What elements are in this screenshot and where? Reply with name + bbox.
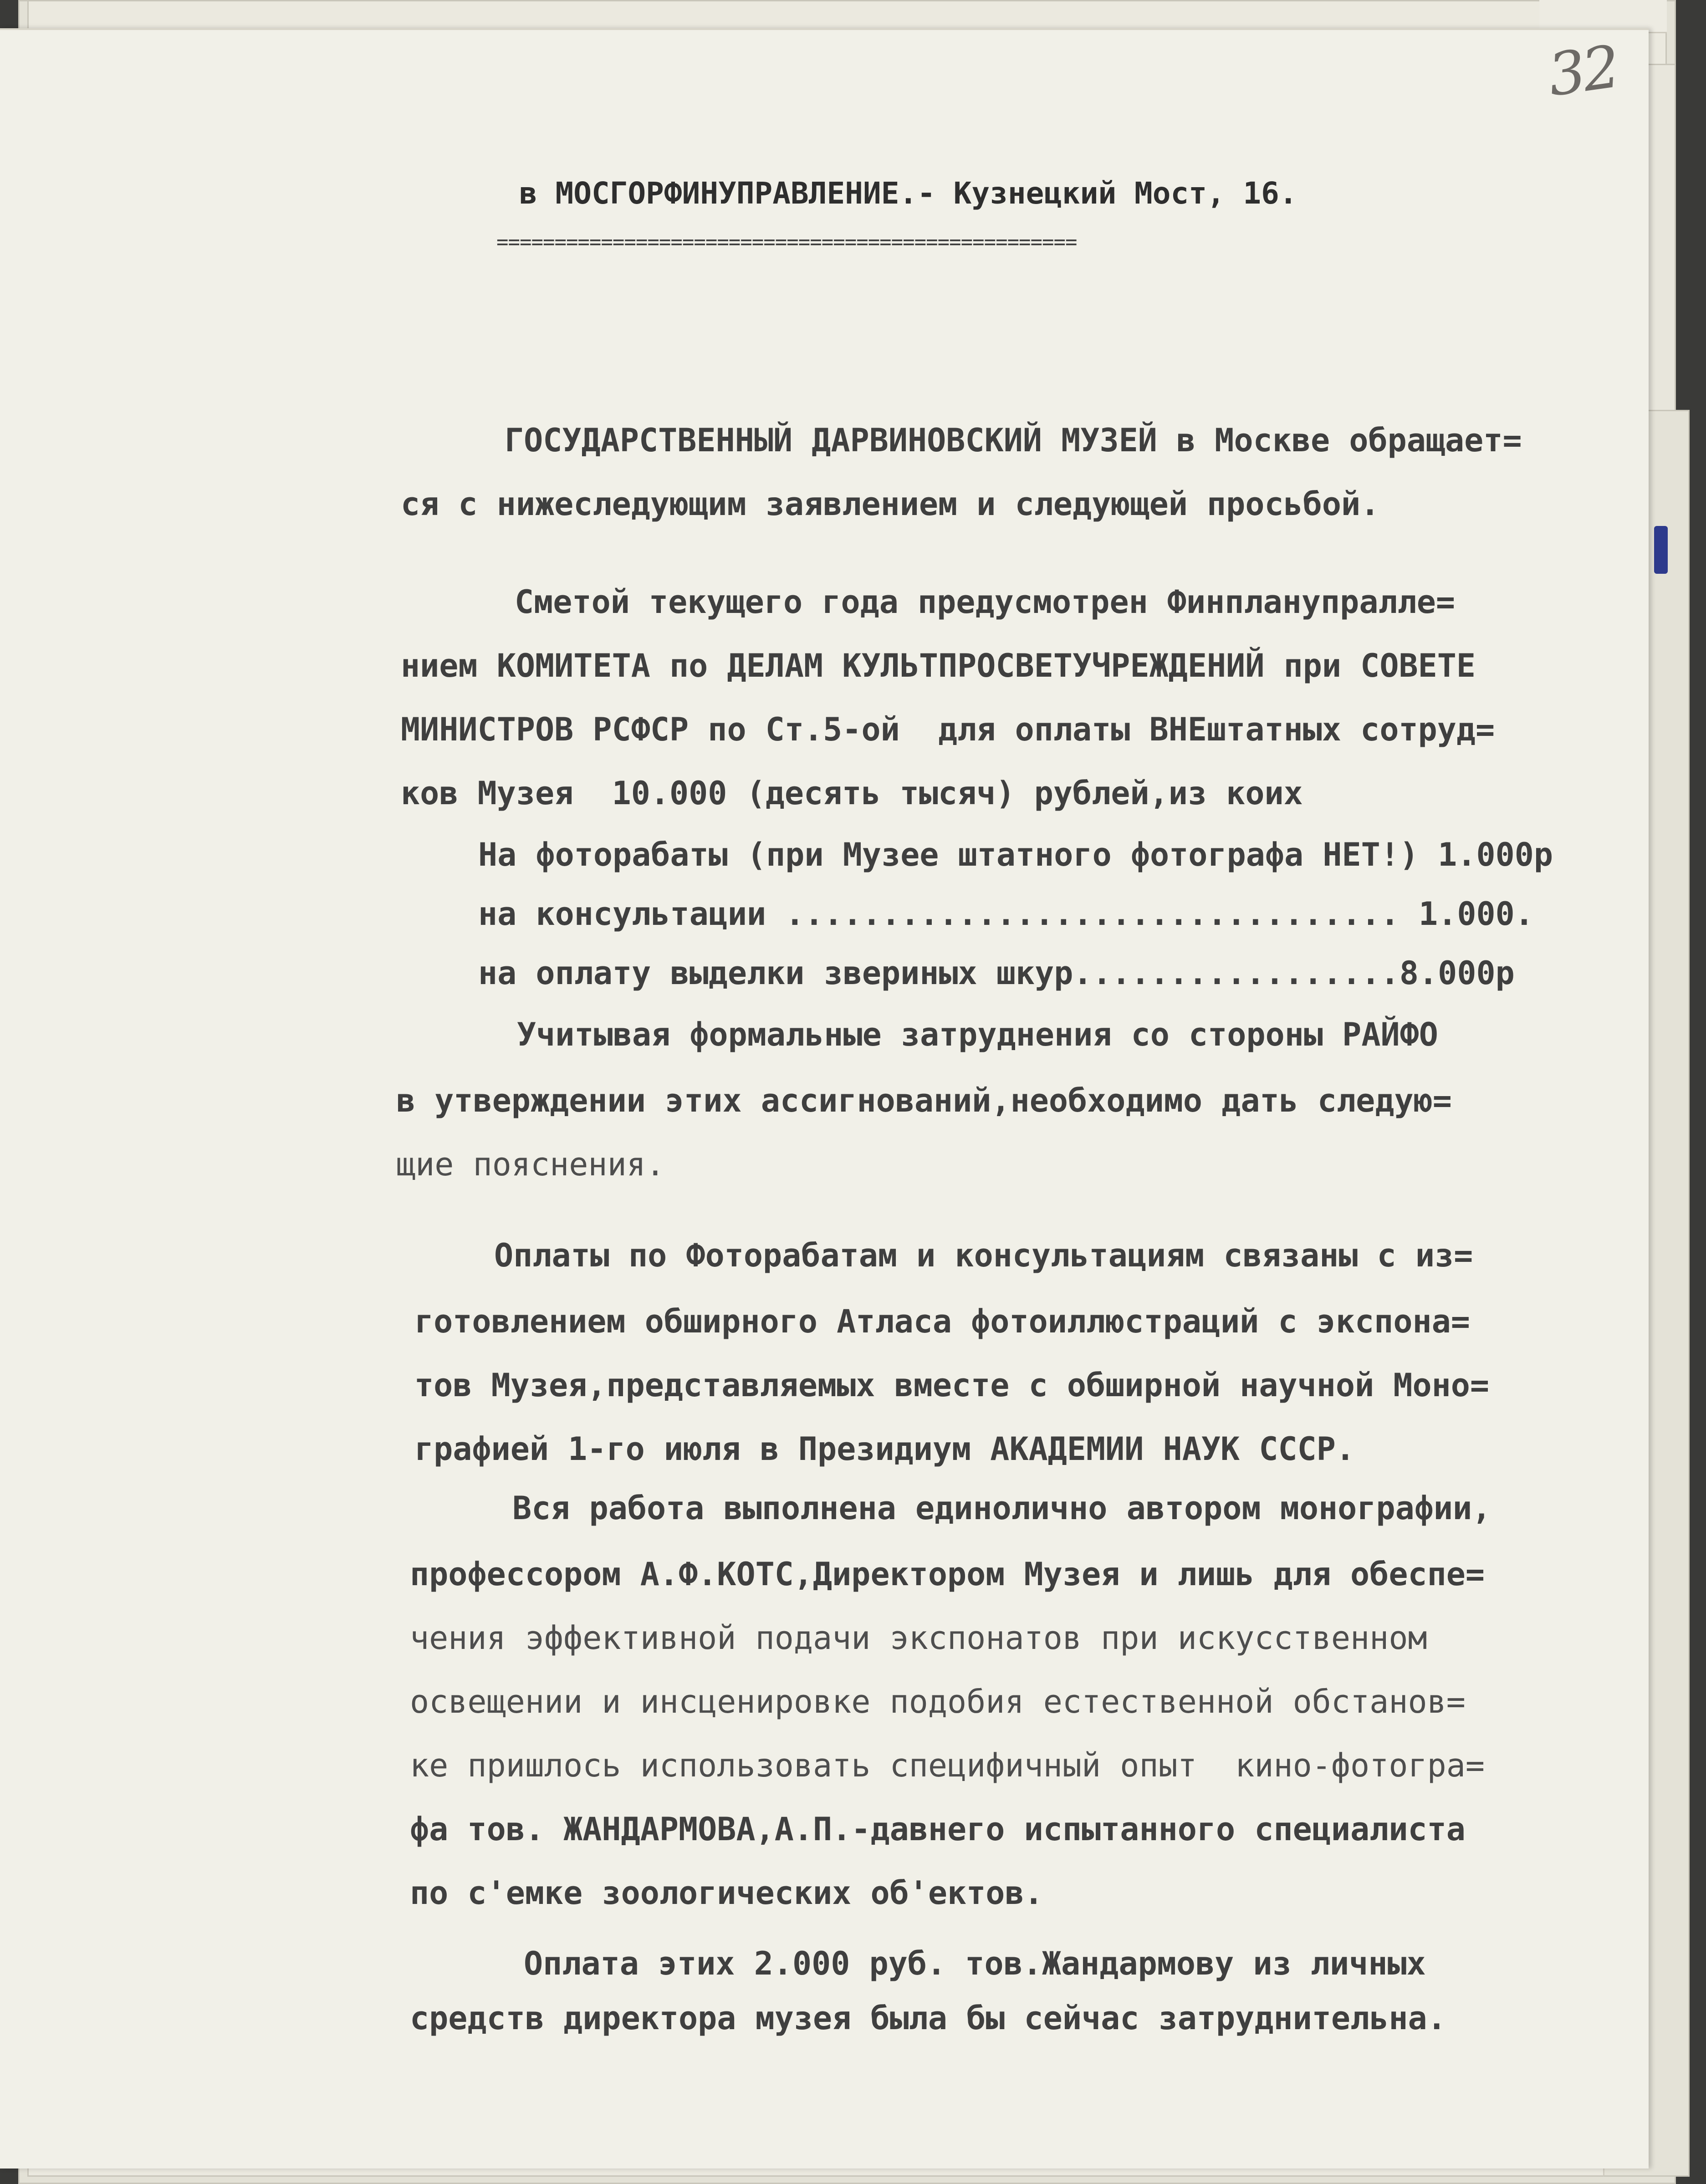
text-line: ГОСУДАРСТВЕННЫЙ ДАРВИНОВСКИЙ МУЗЕЙ в Москве обращает= bbox=[505, 422, 1522, 459]
text-line: Оплата этих 2.000 руб. тов.Жандармову из личных bbox=[524, 1945, 1426, 1982]
text-line: Сметой текущего года предусмотрен Финпланупралле= bbox=[515, 583, 1456, 621]
page-top-edge bbox=[0, 28, 1649, 30]
heading-underline: ================================================== bbox=[496, 230, 1077, 254]
document-page bbox=[0, 28, 1649, 2169]
text-line: МИНИСТРОВ РСФСР по Ст.5-ой для оплаты ВНЕштатных сотруд= bbox=[401, 711, 1495, 748]
itemized-line: На фоторабаты (при Музее штатного фотографа НЕТ!) 1.000р bbox=[478, 836, 1553, 873]
text-line: средств директора музея была бы сейчас затруднительна. bbox=[410, 2000, 1446, 2037]
text-line: профессором А.Ф.КОТС,Директором Музея и лишь для обеспе= bbox=[410, 1556, 1485, 1593]
text-line: освещении и инсценировке подобия естественной обстанов= bbox=[410, 1683, 1466, 1720]
text-line: готовлением обширного Атласа фотоиллюстраций с экспона= bbox=[414, 1303, 1470, 1340]
document-heading: в МОСГОРФИНУПРАВЛЕНИЕ.- Кузнецкий Мост, 16. bbox=[519, 176, 1297, 211]
text-line: фа тов. ЖАНДАРМОВА,А.П.-давнего испытанного специалиста bbox=[410, 1811, 1466, 1848]
text-line: нием КОМИТЕТА по ДЕЛАМ КУЛЬТПРОСВЕТУЧРЕЖДЕНИЙ при СОВЕТЕ bbox=[401, 647, 1476, 684]
text-line: ке пришлось использовать специфичный опыт кино-фотогра= bbox=[410, 1747, 1485, 1784]
text-line: ков Музея 10.000 (десять тысяч) рублей,из коих bbox=[401, 775, 1303, 812]
text-line: щие пояснения. bbox=[396, 1146, 665, 1183]
text-line: графией 1-го июля в Президиум АКАДЕМИИ НАУК СССР. bbox=[414, 1430, 1355, 1468]
text-line: тов Музея,представляемых вместе с обширной научной Моно= bbox=[414, 1367, 1490, 1404]
handwritten-page-number: 32 bbox=[1544, 33, 1622, 110]
itemized-line: на консультации ................................ 1.000. bbox=[478, 895, 1534, 933]
text-line: по с'емке зоологических об'ектов. bbox=[410, 1874, 1043, 1912]
text-line: Оплаты по Фоторабатам и консультациям связаны с из= bbox=[494, 1237, 1473, 1274]
text-line: Вся работа выполнена единолично автором монографии, bbox=[512, 1490, 1491, 1527]
text-line: ся с нижеследующим заявлением и следующей просьбой. bbox=[401, 485, 1380, 523]
text-line: Учитывая формальные затруднения со стороны РАЙФО bbox=[517, 1016, 1438, 1053]
text-line: чения эффективной подачи экспонатов при искусственном bbox=[410, 1619, 1427, 1657]
itemized-line: на оплату выделки звериных шкур.................8.000р bbox=[478, 954, 1515, 992]
text-line: в утверждении этих ассигнований,необходимо дать следую= bbox=[396, 1082, 1452, 1119]
blue-ink-mark bbox=[1654, 526, 1668, 574]
